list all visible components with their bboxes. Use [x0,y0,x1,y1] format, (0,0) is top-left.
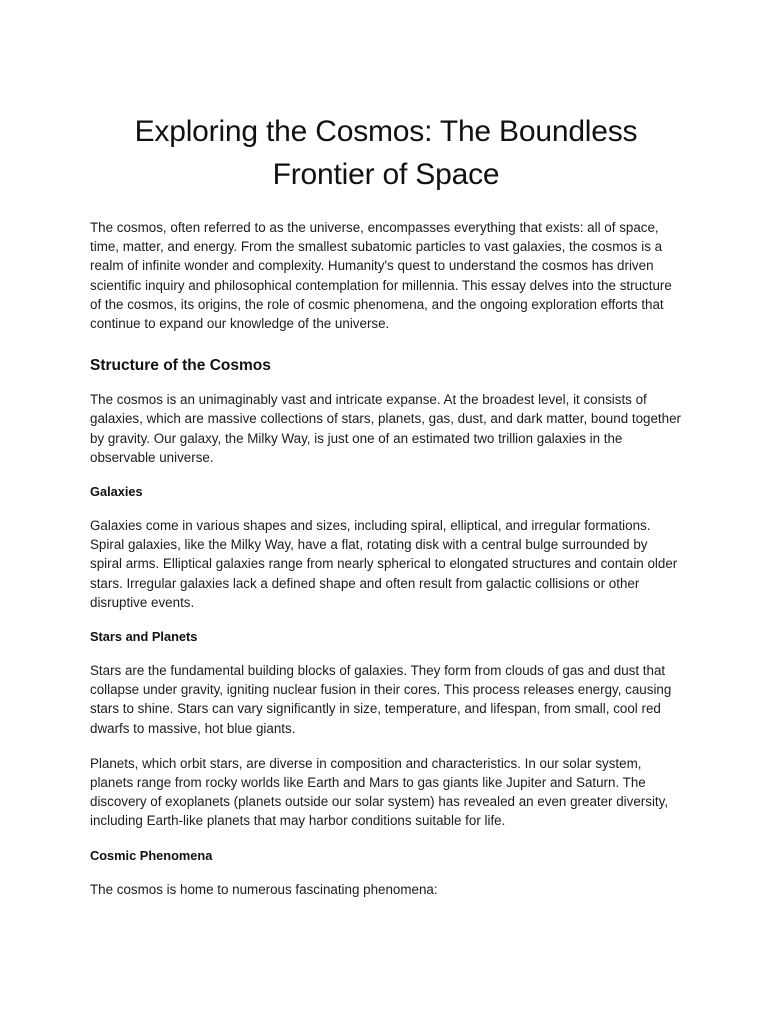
subheading-cosmic-phenomena: Cosmic Phenomena [90,847,213,863]
subheading-galaxies: Galaxies [90,484,143,500]
planets-paragraph: Planets, which orbit stars, are diverse in composition and characteristics. In our solar system, planets range from rocky worlds like Earth and Mars to gas giants like Jupiter and Saturn. The discovery of exoplanets (planets outside our solar system) has revealed an even greater diversity, including Earth-like planets that may harbor conditions suitable for life. [90,755,669,829]
stars-paragraph: Stars are the fundamental building blocks of galaxies. They form from clouds of gas and dust that collapse under gravity, igniting nuclear fusion in their cores. This process releases energy, causing stars to shine. Stars can vary significantly in size, temperature, and lifespan, from small, cool red dwarfs to massive, hot blue giants. [90,663,672,736]
intro-paragraph: The cosmos, often referred to as the universe, encompasses everything that exists: all of space, time, matter, and energy. From the smallest subatomic particles to vast galaxies, the cosmos is a realm of infinite wonder and complexity. Humanity's quest to understand the cosmos has driven scientific inquiry and philosophical contemplation for millennia. This essay delves into the structure of the cosmos, its origins, the role of cosmic phenomena, and the ongoing exploration efforts that continue to expand our knowledge of the universe. [90,220,672,332]
document-page [90,110,682,915]
document-title: Exploring the Cosmos: The Boundless Frontier of Space [134,115,638,191]
phenomena-paragraph: The cosmos is home to numerous fascinating phenomena: [90,881,438,897]
structure-paragraph: The cosmos is an unimaginably vast and intricate expanse. At the broadest level, it consists of galaxies, which are massive collections of stars, planets, gas, dust, and dark matter, bound together by gravity. Our galaxy, the Milky Way, is just one of an estimated two trillion galaxies in the observable universe. [90,392,681,465]
subheading-stars-planets: Stars and Planets [90,629,198,645]
section-heading-structure: Structure of the Cosmos [90,357,271,375]
galaxies-paragraph: Galaxies come in various shapes and sizes, including spiral, elliptical, and irregular formations. Spiral galaxies, like the Milky Way, have a flat, rotating disk with a central bulge surrounded by spiral arms. Elliptical galaxies range from nearly spherical to elongated structures and contain older stars. Irregular galaxies lack a defined shape and often result from galactic collisions or other disruptive events. [90,518,678,610]
